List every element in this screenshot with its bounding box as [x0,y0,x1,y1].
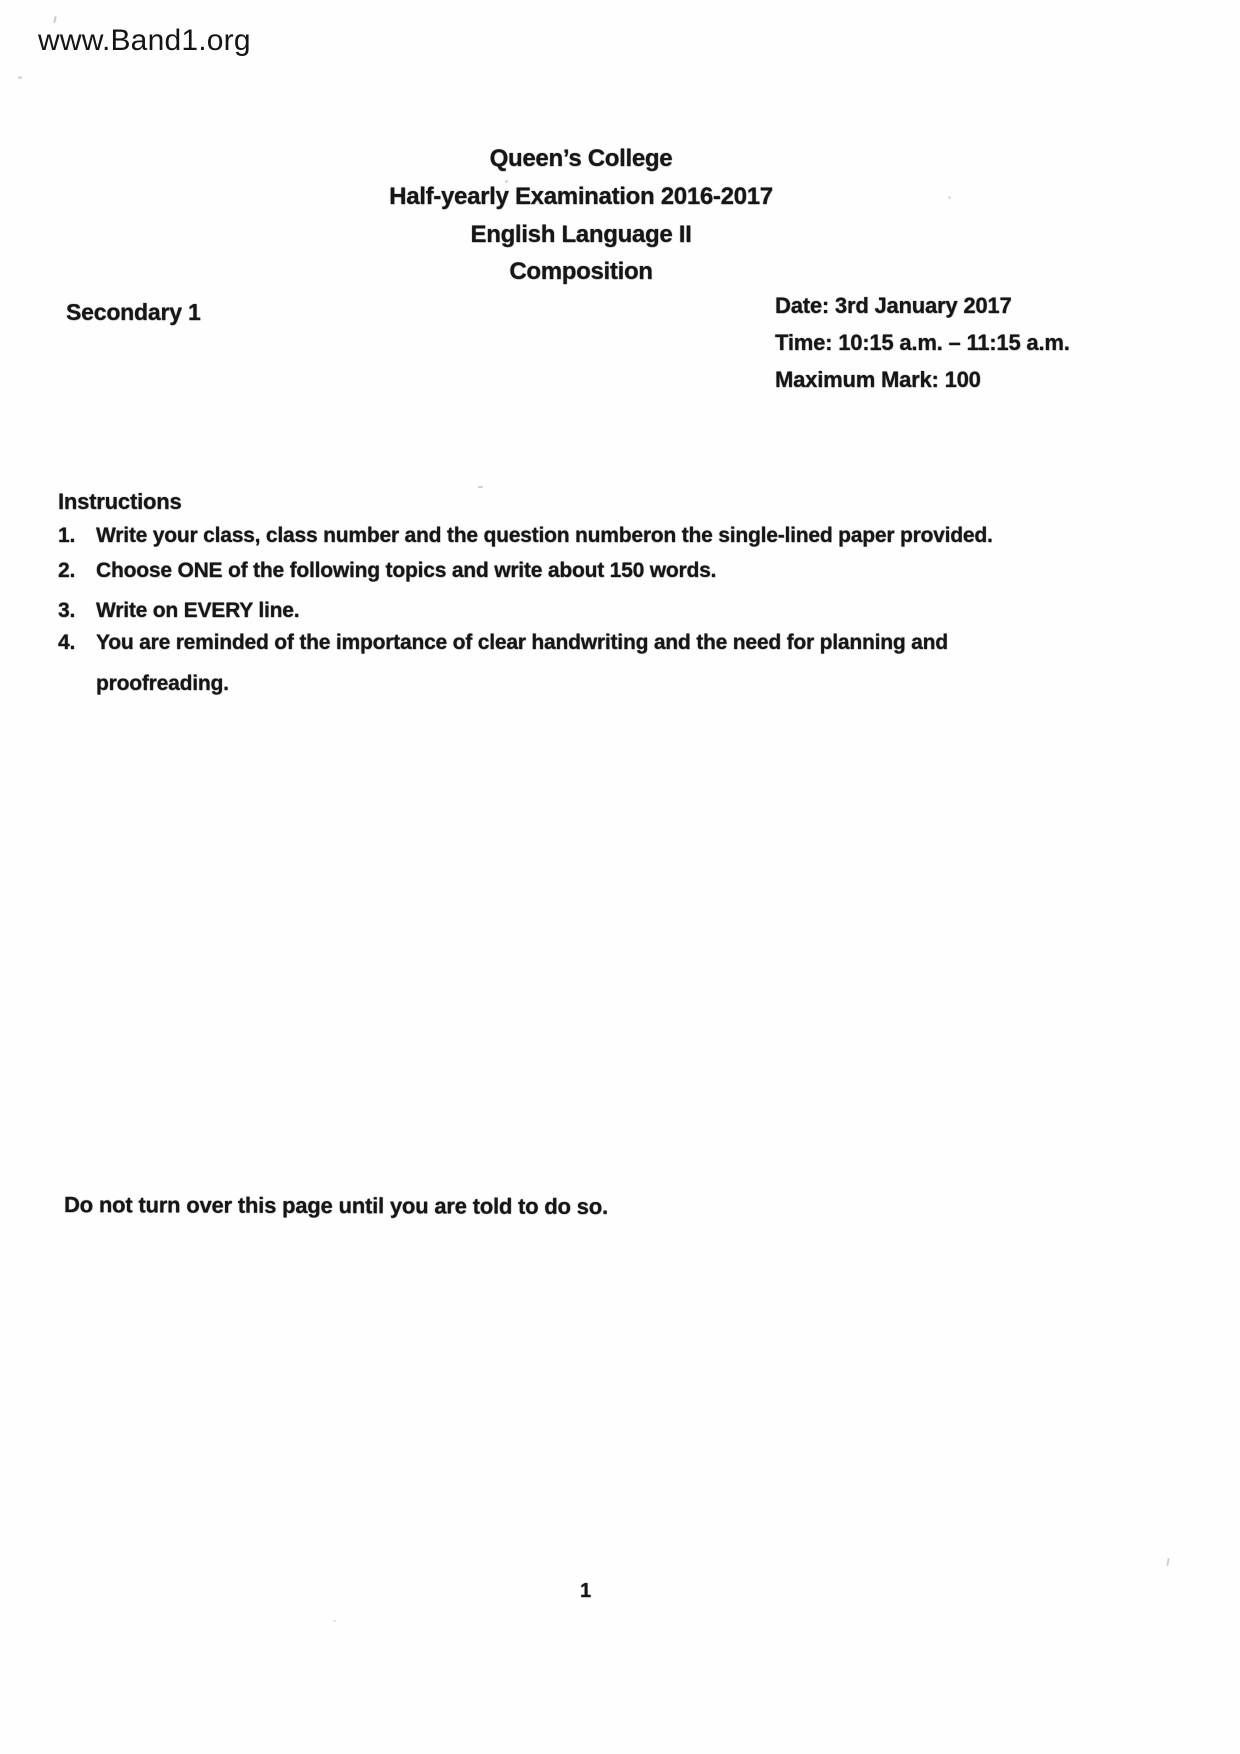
instruction-text: Write on EVERY line. [96,599,300,622]
do-not-turn-over-notice: Do not turn over this page until you are told to do so. [63,1192,608,1219]
instruction-item-1 [58,524,993,548]
scan-speck [333,1620,336,1622]
instruction-text [96,631,1136,696]
scan-speck [948,196,951,199]
instruction-number: 3. [58,599,76,622]
instruction-number: 1. [58,524,76,547]
instruction-number: 2. [58,559,76,582]
exam-date: Date: 3rd January 2017 [775,293,1012,318]
instruction-text-line-1: You are reminded of the importance of clear handwriting and the need for planning and [96,631,948,654]
exam-title: Half-yearly Examination 2016-2017 [389,183,773,210]
maximum-mark: Maximum Mark: 100 [775,367,981,392]
scan-speck [53,16,57,23]
instruction-item-3 [58,599,299,623]
exam-time: Time: 10:15 a.m. – 11:15 a.m. [775,330,1070,355]
scan-speck [1166,1558,1169,1566]
scan-speck [478,486,483,488]
instruction-item-2 [58,559,716,583]
class-level: Secondary 1 [66,299,201,325]
instruction-item-4 [58,631,1136,696]
scan-speck [505,180,508,183]
instructions-heading: Instructions [58,489,182,514]
page-number: 1 [580,1580,591,1602]
instruction-number: 4. [58,631,76,654]
school-name: Queen’s College [489,145,673,172]
instruction-text-line-2: proofreading. [96,672,229,695]
scan-speck [18,76,22,79]
site-watermark: www.Band1.org [38,24,251,57]
paper-title: Composition [509,258,653,285]
instruction-text: Write your class, class number and the question numberon the single-lined paper provided. [96,524,993,547]
subject-title: English Language II [470,221,692,248]
instruction-text: Choose ONE of the following topics and write about 150 words. [96,559,717,582]
